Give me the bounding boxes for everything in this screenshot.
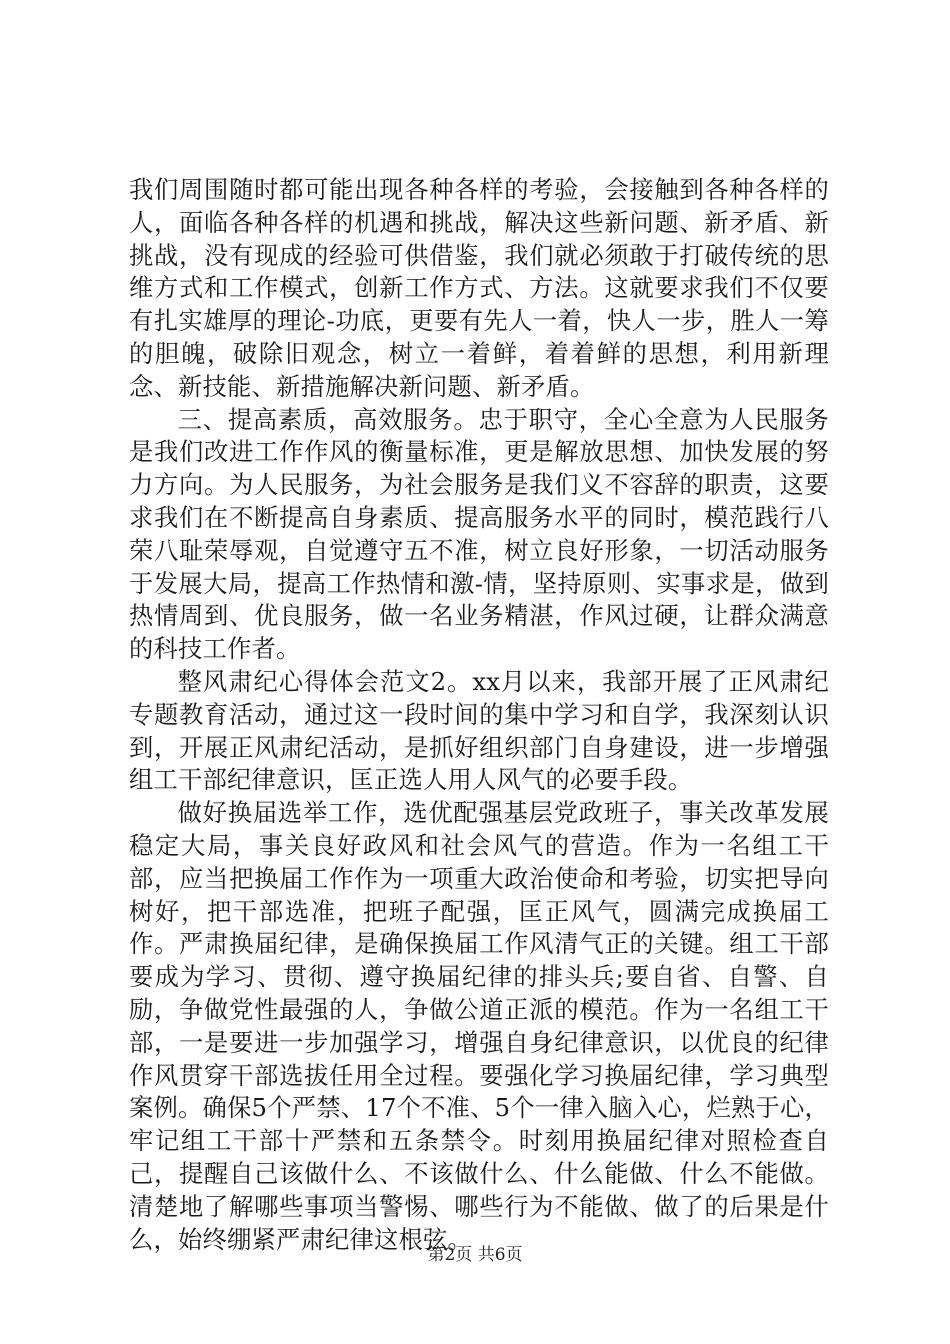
document-body bbox=[129, 174, 829, 1256]
paragraph-sample-two-intro: 整风肃纪心得体会范文2。xx月以来，我部开展了正风肃纪专题教育活动，通过这一段时间的集中学习和自学，我深刻认识到，开展正风肃纪活动，是抓好组织部门自身建设，进一步增强组工干部纪律意识，匡正选人用人风气的必要手段。 bbox=[129, 666, 829, 795]
paragraph-election-work: 做好换届选举工作，选优配强基层党政班子，事关改革发展稳定大局，事关良好政风和社会风气的营造。作为一名组工干部，应当把换届工作作为一项重大政治使命和考验，切实把导向树好，把干部选准，把班子配强，匡正风气，圆满完成换届工作。严肃换届纪律，是确保换届工作风清气正的关键。组工干部要成为学习、贯彻、遵守换届纪律的排头兵;要自省、自警、自励，争做党性最强的人，争做公道正派的模范。作为一名组工干部，一是要进一步加强学习，增强自身纪律意识，以优良的纪律作风贯穿干部选拔任用全过程。要强化学习换届纪律，学习典型案例。确保5个严禁、17个不准、5个一律入脑入心，烂熟于心，牢记组工干部十严禁和五条禁令。时刻用换届纪律对照检查自己，提醒自己该做什么、不该做什么、什么能做、什么不能做。清楚地了解哪些事项当警惕、哪些行为不能做、做了的后果是什么，始终绷紧严肃纪律这根弦。 bbox=[129, 798, 829, 1254]
page-number-footer: 第2页 共6页 bbox=[427, 1245, 523, 1265]
paragraph-continuation: 我们周围随时都可能出现各种各样的考验，会接触到各种各样的人，面临各种各样的机遇和挑战，解决这些新问题、新矛盾、新挑战，没有现成的经验可供借鉴，我们就必须敢于打破传统的思维方式和工作模式，创新工作方式、方法。这就要求我们不仅要有扎实雄厚的理论-功底，更要有先人一着，快人一步，胜人一筹的胆魄，破除旧观念，树立一着鲜，着着鲜的思想，利用新理念、新技能、新措施解决新问题、新矛盾。 bbox=[129, 175, 829, 401]
paragraph-section-three: 三、提高素质，高效服务。忠于职守，全心全意为人民服务是我们改进工作作风的衡量标准，更是解放思想、加快发展的努力方向。为人民服务，为社会服务是我们义不容辞的职责，这要求我们在不断提高自身素质、提高服务水平的同时，模范践行八荣八耻荣辱观，自觉遵守五不准，树立良好形象，一切活动服务于发展大局，提高工作热情和激-情，坚持原则、实事求是，做到热情周到、优良服务，做一名业务精湛，作风过硬，让群众满意的科技工作者。 bbox=[129, 404, 829, 664]
